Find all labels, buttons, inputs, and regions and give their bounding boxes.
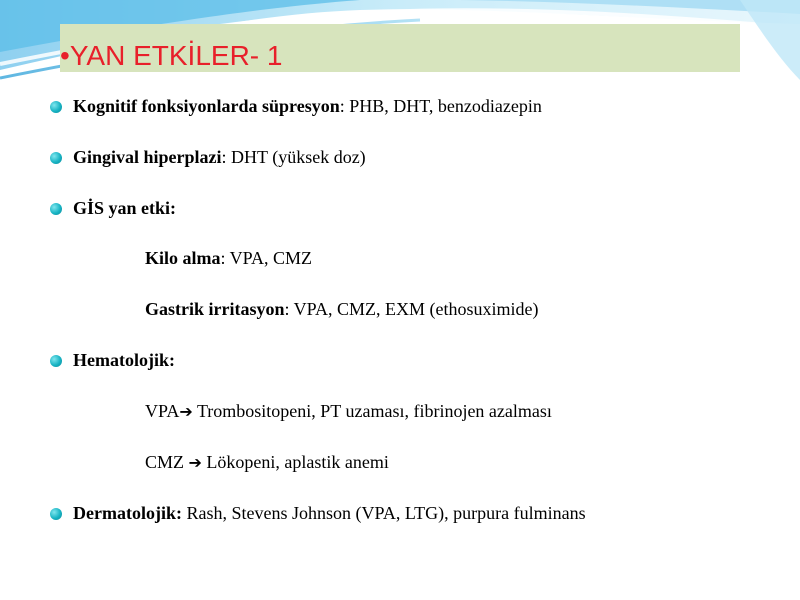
item-label: Kilo alma xyxy=(145,248,221,268)
arrow-right-icon: ➔ xyxy=(179,402,193,421)
item-value: : VPA, CMZ, EXM (ethosuximide) xyxy=(284,299,539,319)
item-label: Hematolojik: xyxy=(73,350,175,370)
arrow-right-icon: ➔ xyxy=(188,453,202,472)
item-label: CMZ xyxy=(145,452,189,472)
item-value: Lökopeni, aplastik anemi xyxy=(201,452,389,472)
bullet-dot-icon xyxy=(50,152,62,164)
bullet-dot-icon xyxy=(50,508,62,520)
bullet-dot-icon xyxy=(50,101,62,113)
bullet-item-text xyxy=(73,196,176,220)
item-label: GİS yan etki: xyxy=(73,198,177,218)
bullet-item-text xyxy=(73,145,366,169)
bullet-item-text xyxy=(73,348,175,372)
sub-item-gastrik xyxy=(145,297,539,321)
bullet-dot-icon xyxy=(50,355,62,367)
title-bullet: • xyxy=(60,40,70,71)
sub-item-vpa xyxy=(145,399,552,424)
bullet-dot-icon xyxy=(50,203,62,215)
item-value: : VPA, CMZ xyxy=(220,248,313,268)
item-value: Trombositopeni, PT uzaması, fibrinojen azalması xyxy=(192,401,552,421)
sub-item-kilo-alma xyxy=(145,246,312,270)
item-label: Dermatolojik: xyxy=(73,503,182,523)
sub-item-cmz xyxy=(145,450,389,475)
item-value: : DHT (yüksek doz) xyxy=(221,147,366,167)
bullet-item-text xyxy=(73,501,586,525)
item-label: Kognitif fonksiyonlarda süpresyon xyxy=(73,96,340,116)
slide-title xyxy=(60,36,282,76)
item-value: : PHB, DHT, benzodiazepin xyxy=(339,96,542,116)
item-label: Gingival hiperplazi xyxy=(73,147,222,167)
item-label: Gastrik irritasyon xyxy=(145,299,285,319)
bullet-item-text xyxy=(73,94,542,118)
item-label: VPA xyxy=(145,401,180,421)
title-text: YAN ETKİLER- 1 xyxy=(69,40,283,71)
item-value: Rash, Stevens Johnson (VPA, LTG), purpura fulminans xyxy=(181,503,586,523)
